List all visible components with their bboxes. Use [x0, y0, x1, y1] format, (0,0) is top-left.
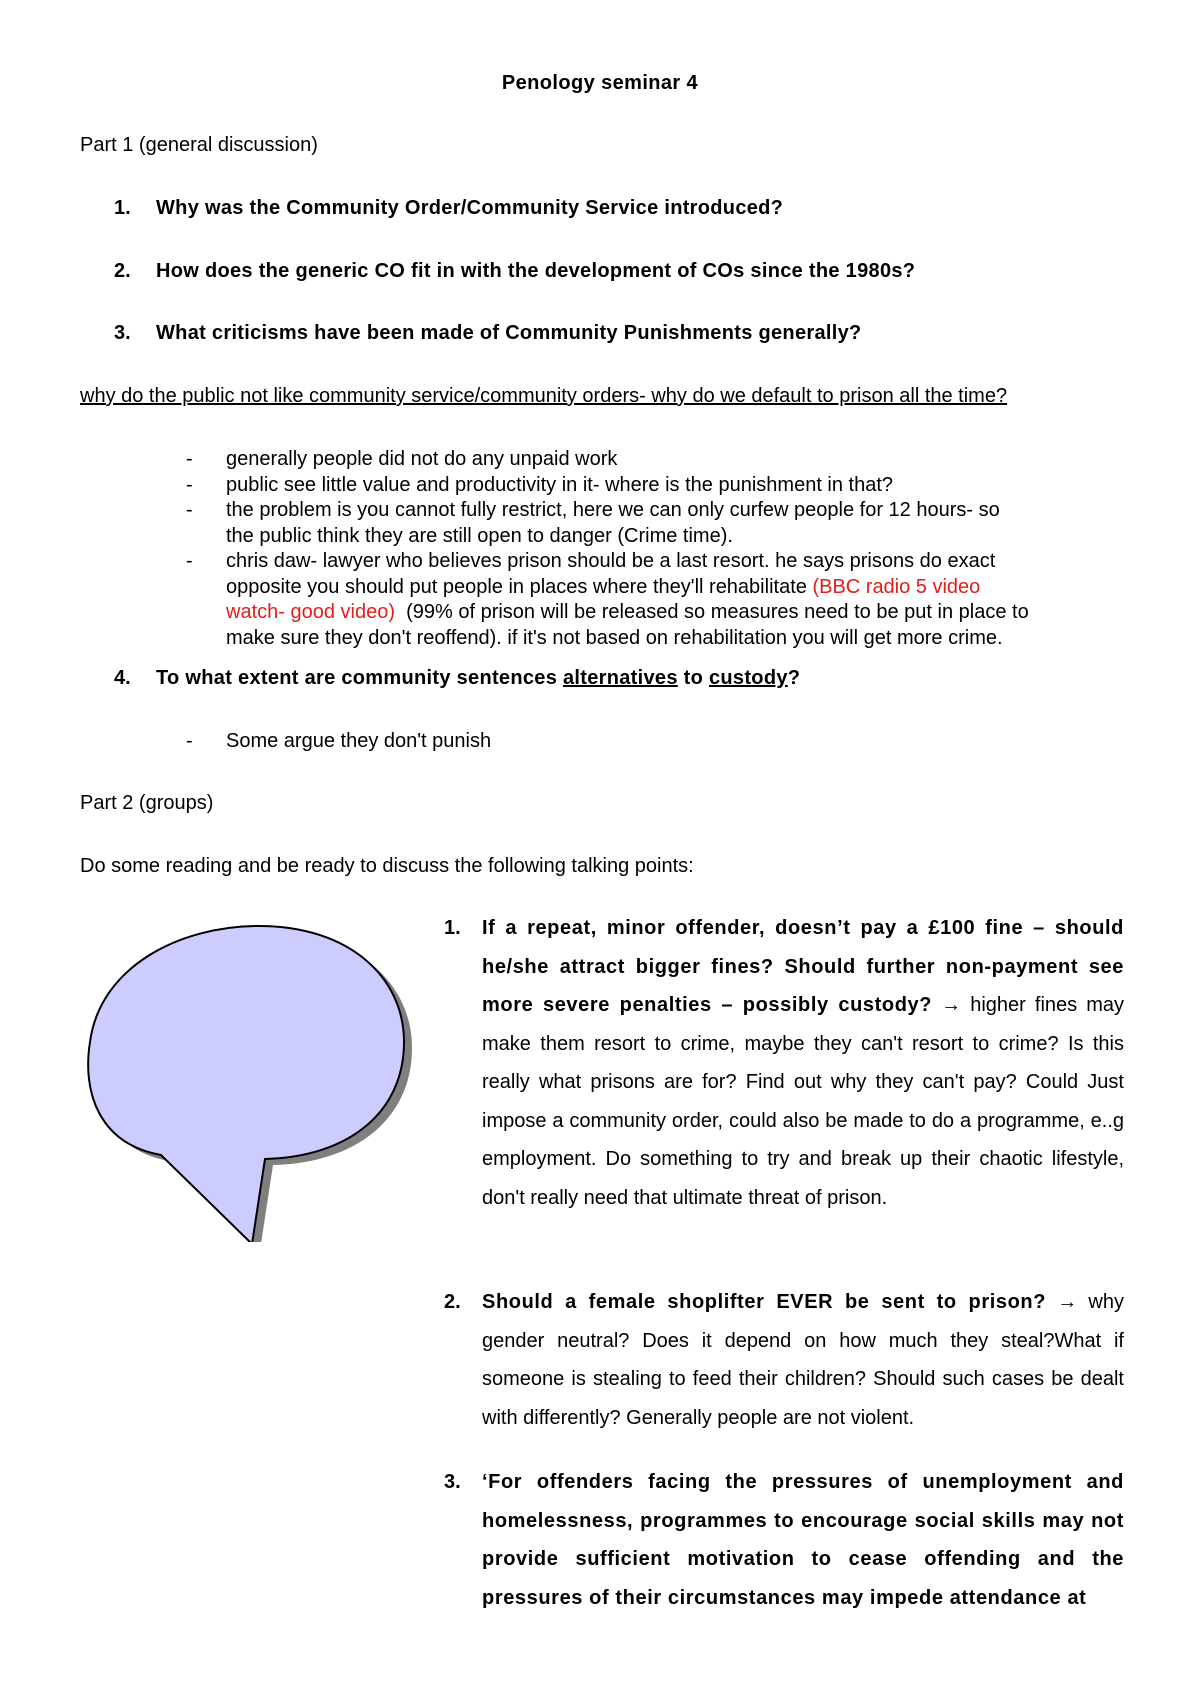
list-item-continuation	[156, 600, 1029, 626]
talking-point-body	[482, 1283, 1124, 1437]
page-title: Penology seminar 4	[501, 72, 699, 94]
bullet-text: make sure they don't reoffend). if it's not based on rehabilitation you will get more crime.	[226, 626, 1003, 649]
talking-point-body	[482, 1463, 1124, 1617]
talking-point-body	[482, 909, 1124, 1217]
dash-icon: -	[186, 730, 193, 752]
part1-heading: Part 1 (general discussion)	[80, 134, 318, 156]
bullet-text: generally people did not do any unpaid work	[226, 448, 618, 470]
question-number: 4.	[114, 667, 131, 689]
question-number: 3.	[114, 322, 131, 344]
talking-point-number: 3.	[444, 1471, 461, 1493]
underlined-note: why do the public not like community service/community orders- why do we default to prison all the time?	[80, 385, 1008, 407]
question-text-part: To what extent are community sentences	[156, 667, 563, 689]
dash-icon: -	[186, 550, 193, 572]
talking-point-answer: → higher fines may make them resort to crime, maybe they can't resort to crime? Is this really what prisons are for? Find out why they can't pay? Could Just impose a community order, could also be made to do a programme, e..g employment. Do something to try and break up their chaotic lifestyle, don't really need that ultimate threat of prison.	[482, 994, 1124, 1209]
question-text-part: to	[677, 667, 709, 689]
question-number: 2.	[114, 260, 131, 282]
list-item-continuation	[156, 575, 1029, 601]
question-number: 1.	[114, 197, 131, 219]
talking-point-question: Should a female shoplifter EVER be sent to prison?	[482, 1291, 1047, 1313]
red-reference-text: watch- good video)	[226, 601, 395, 623]
list-item	[156, 729, 491, 755]
question-text: How does the generic CO fit in with the development of COs since the 1980s?	[156, 260, 916, 282]
list-item-continuation	[156, 626, 1029, 652]
talking-point-answer: → why gender neutral? Does it depend on how much they steal?What if someone is stealing to feed their children? Should such cases be dealt with differently? Generally people are not violent.	[482, 1291, 1124, 1429]
red-reference-text: (BBC radio 5 video	[812, 575, 981, 598]
dash-icon: -	[186, 499, 193, 521]
bullet-text: Some argue they don't punish	[226, 730, 492, 752]
list-item-continuation	[156, 524, 1029, 550]
underlined-word: custody	[708, 667, 788, 689]
question-text	[156, 667, 800, 690]
question-text-part: ?	[787, 667, 801, 689]
talking-point-number: 2.	[444, 1291, 461, 1313]
list-item	[156, 498, 1029, 524]
talking-point-number: 1.	[444, 917, 461, 939]
dash-icon: -	[186, 448, 193, 470]
part2-intro: Do some reading and be ready to discuss the following talking points:	[80, 855, 694, 877]
question-text: What criticisms have been made of Community Punishments generally?	[156, 322, 862, 344]
talking-point-question: ‘For offenders facing the pressures of unemployment and homelessness, programmes to encourage social skills may not provide sufficient motivation to cease offending and the pressures of their circumstances may impede attendance at	[482, 1471, 1124, 1609]
talking-point-question: If a repeat, minor offender, doesn’t pay a £100 fine – should he/she attract bigger fines? Should further non-payment see more severe penalties – possibly custody?	[482, 917, 1124, 1016]
dash-icon: -	[186, 473, 193, 496]
bullet-text: the public think they are still open to danger (Crime time).	[226, 524, 733, 547]
list-item	[156, 549, 1029, 575]
list-item	[156, 473, 1029, 499]
bullet-text: public see little value and productivity in it- where is the punishment in that?	[226, 473, 894, 496]
bullet-text: the problem is you cannot fully restrict, here we can only curfew people for 12 hours- so	[226, 499, 1000, 521]
underlined-word: alternatives	[563, 667, 678, 689]
bullet-text: opposite you should put people in places where they'll rehabilitate	[226, 575, 813, 598]
bullet-text: (99% of prison will be released so measures need to be put in place to	[394, 601, 1029, 623]
list-item	[156, 447, 1029, 473]
bullet-list	[156, 729, 491, 755]
part2-heading: Part 2 (groups)	[80, 792, 214, 814]
speech-bubble-icon	[84, 912, 424, 1242]
bullet-text: chris daw- lawyer who believes prison should be a last resort. he says prisons do exact	[226, 550, 996, 572]
question-text: Why was the Community Order/Community Service introduced?	[156, 197, 784, 219]
bullet-list	[156, 447, 1029, 651]
